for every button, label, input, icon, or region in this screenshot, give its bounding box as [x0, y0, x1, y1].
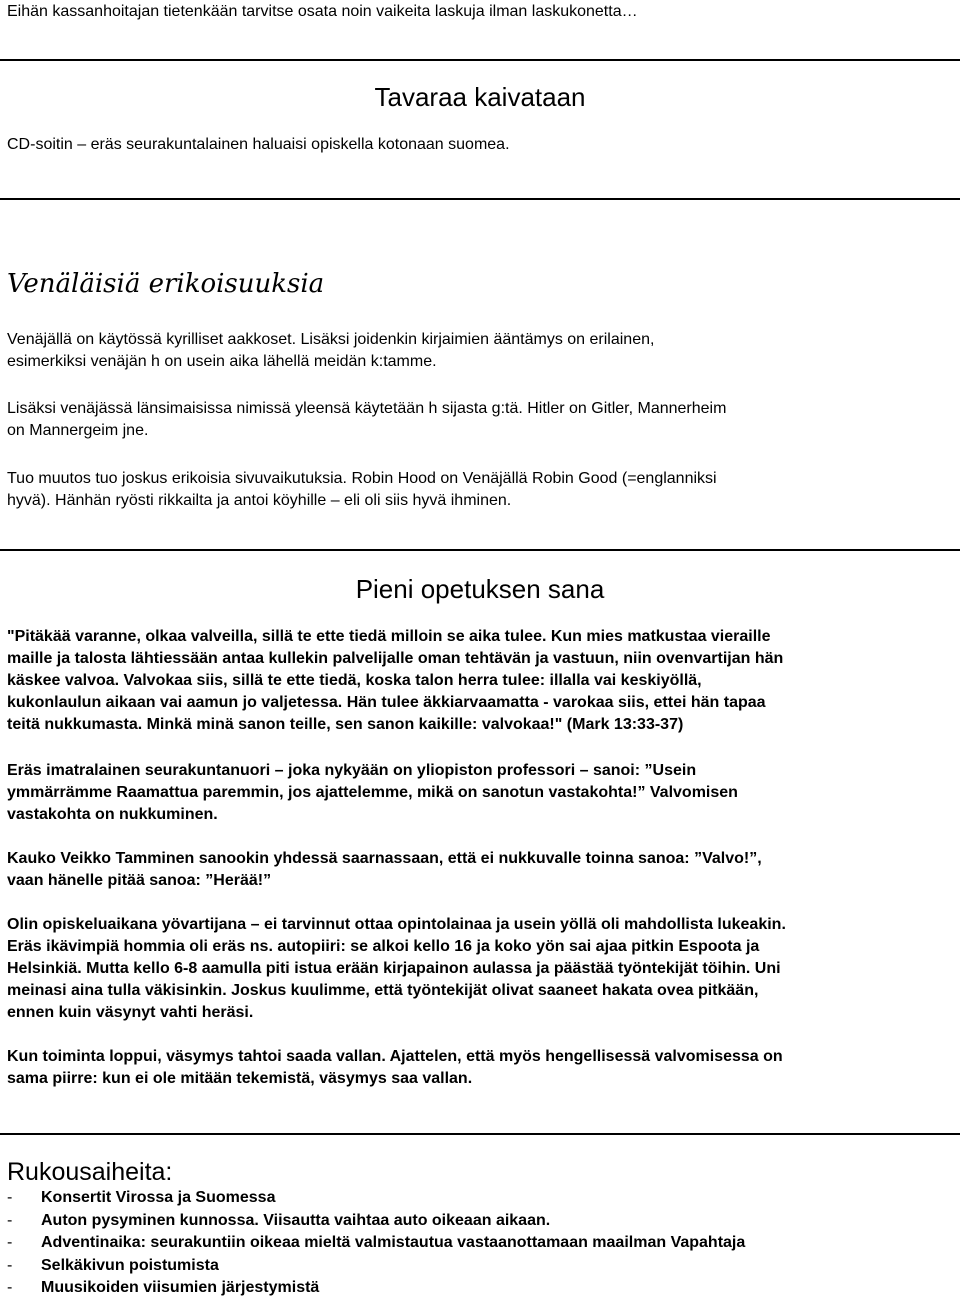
- section-divider: [0, 198, 960, 200]
- prayer-list: [0, 1187, 960, 1300]
- list-bullet: -: [7, 1279, 13, 1296]
- text-line: Helsinkiä. Mutta kello 6-8 aamulla piti istua erään kirjapainon aulassa ja päästää työntekijät töihin. Uni: [7, 960, 781, 977]
- text-line: Kun toiminta loppui, väsymys tahtoi saada vallan. Ajattelen, että myös hengellisessä valvomisessa on: [7, 1048, 783, 1065]
- text-line: Eräs ikävimpiä hommia oli eräs ns. autopiiri: se alkoi kello 16 ja koko yön sai ajaa pitkin Espoota ja: [7, 938, 760, 955]
- text-line: hyvä). Hänhän ryösti rikkailta ja antoi köyhille – eli oli siis hyvä ihminen.: [7, 492, 512, 509]
- section-divider: [0, 59, 960, 61]
- section-divider: [0, 1133, 960, 1135]
- text-line: on Mannergeim jne.: [7, 422, 149, 439]
- list-item: [0, 1277, 960, 1300]
- text-line: teitä nukkumasta. Minkä minä sanon teille, sen sanon kaikille: valvokaa!" (Mark 13:33-37): [7, 716, 684, 733]
- text-line: Eräs imatralainen seurakuntanuori – joka nykyään on yliopiston professori – sanoi: ”Usein: [7, 762, 697, 779]
- intro-line: Eihän kassanhoitajan tietenkään tarvitse osata noin vaikeita laskuja ilman laskukonetta…: [7, 3, 638, 20]
- text-line: CD-soitin – eräs seurakuntalainen haluaisi opiskella kotonaan suomea.: [7, 136, 510, 153]
- text-line: käskee valvoa. Valvokaa siis, sillä te ette tiedä, koska talon herra tulee: illalla vai keskiyöllä,: [7, 672, 702, 689]
- section-text-tavaraa: [0, 134, 960, 156]
- text-line: Venäjällä on käytössä kyrilliset aakkoset. Lisäksi joidenkin kirjaimien ääntämys on erilainen,: [7, 331, 655, 348]
- section-title-venalaisia: Venäläisiä erikoisuuksia: [7, 269, 325, 299]
- list-bullet: -: [7, 1234, 13, 1251]
- list-item-text: Selkäkivun poistumista: [41, 1256, 219, 1274]
- list-item-text: Adventinaika: seurakuntiin oikeaa mieltä valmistautua vastaanottamaan maailman Vapahtaja: [41, 1234, 746, 1251]
- section-title-tavaraa: Tavaraa kaivataan: [374, 82, 586, 112]
- text-line: Tuo muutos tuo joskus erikoisia sivuvaikutuksia. Robin Hood on Venäjällä Robin Good (=englanniksi: [7, 470, 717, 487]
- section-title-rukousaiheita: Rukousaiheita:: [7, 1158, 173, 1186]
- text-line: ennen kuin väsynyt vahti heräsi.: [7, 1004, 254, 1021]
- text-line: Kauko Veikko Tamminen sanookin yhdessä saarnassaan, että ei nukkuvalle toinna sanoa: ”Valvo!”,: [7, 850, 762, 867]
- list-item-text: Auton pysyminen kunnossa. Viisautta vaihtaa auto oikeaan aikaan.: [41, 1211, 551, 1229]
- paragraph-night-watch: [0, 914, 960, 1024]
- section-title-opetuksen-sana: Pieni opetuksen sana: [355, 574, 605, 604]
- list-bullet: -: [7, 1189, 13, 1206]
- text-line: esimerkiksi venäjän h on usein aika lähellä meidän k:tamme.: [7, 353, 437, 370]
- text-line: vastakohta on nukkuminen.: [7, 806, 218, 823]
- text-line: vaan hänelle pitää sanoa: ”Herää!”: [7, 872, 272, 889]
- list-item: [0, 1232, 960, 1255]
- list-bullet: -: [7, 1256, 13, 1274]
- list-item-text: Muusikoiden viisumien järjestymistä: [41, 1279, 320, 1296]
- text-line: meinasi aina tulla väkisinkin. Joskus kuulimme, että työntekijät olivat saaneet hakata ovea pitkään,: [7, 982, 759, 999]
- list-item: [0, 1210, 960, 1233]
- list-bullet: -: [7, 1211, 13, 1229]
- paragraph-professor: [0, 760, 960, 826]
- list-item: [0, 1187, 960, 1210]
- list-item: [0, 1255, 960, 1278]
- paragraph-scripture: [0, 626, 960, 736]
- paragraph-names: [0, 398, 960, 442]
- paragraph-fatigue: [0, 1046, 960, 1090]
- section-divider: [0, 549, 960, 551]
- paragraph-tamminen: [0, 848, 960, 892]
- paragraph-robin-hood: [0, 468, 960, 512]
- text-line: Lisäksi venäjässä länsimaisissa nimissä yleensä käytetään h sijasta g:tä. Hitler on Gitler, Mannerheim: [7, 400, 727, 417]
- text-line: Olin opiskeluaikana yövartijana – ei tarvinnut ottaa opintolainaa ja usein yöllä oli mahdollista lukeakin.: [7, 916, 786, 933]
- text-line: ymmärrämme Raamattua paremmin, jos ajattelemme, mikä on sanotun vastakohta!” Valvomisen: [7, 784, 738, 801]
- text-line: sama piirre: kun ei ole mitään tekemistä, väsymys saa vallan.: [7, 1070, 473, 1087]
- list-item-text: Konsertit Virossa ja Suomessa: [41, 1189, 276, 1206]
- paragraph-cyrillic: [0, 329, 960, 373]
- text-line: maille ja talosta lähtiessään antaa kullekin palvelijalle oman tehtävän ja vastuun, niin ovenvartijan hän: [7, 650, 784, 667]
- text-line: "Pitäkää varanne, olkaa valveilla, sillä te ette tiedä milloin se aika tulee. Kun mies matkustaa vieraille: [7, 628, 771, 645]
- text-line: kukonlaulun aikaan vai aamun jo valjetessa. Hän tulee äkkiarvaamatta - varokaa siis, ettei hän tapaa: [7, 694, 766, 711]
